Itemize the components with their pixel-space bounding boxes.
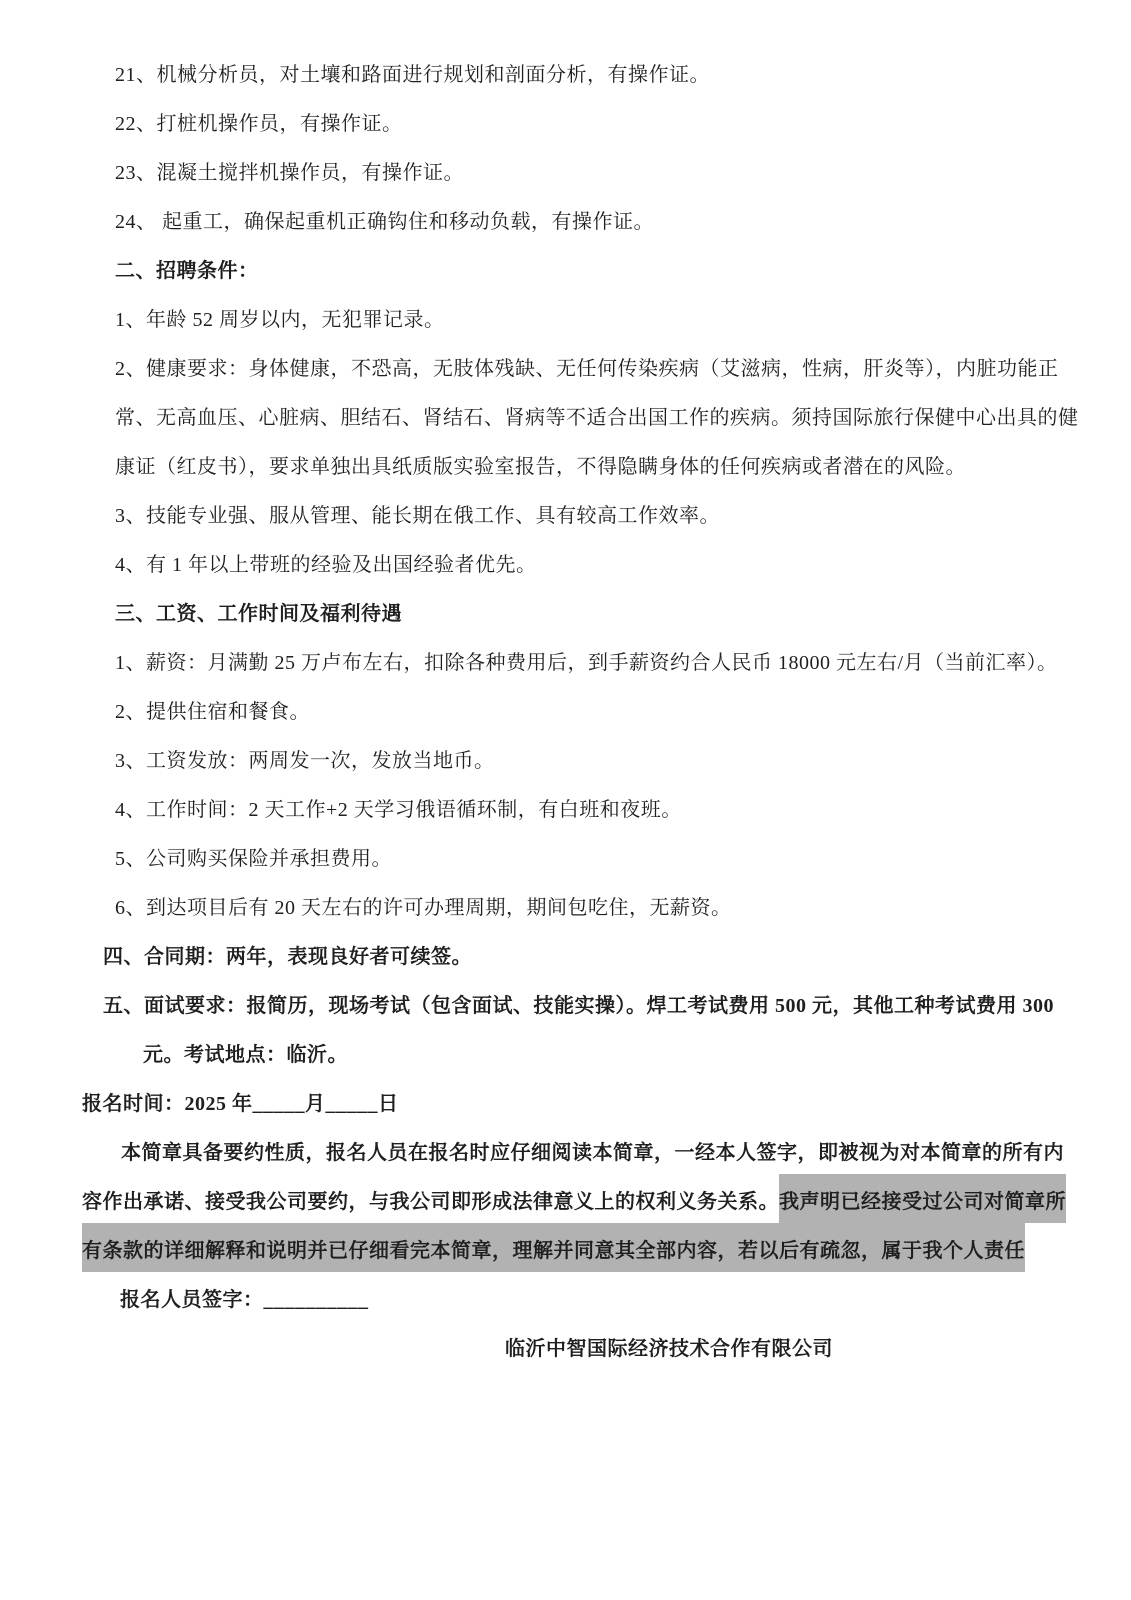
section3-item-3: 3、工资发放：两周发一次，发放当地币。 (115, 750, 495, 772)
section3-item-1: 1、薪资：月满勤 25 万卢布左右，扣除各种费用后，到手薪资约合人民币 18000 元左右/月（当前汇率）。 (115, 652, 1058, 674)
section2-item-1: 1、年龄 52 周岁以内，无犯罪记录。 (115, 309, 445, 331)
job-item-22: 22、打桩机操作员，有操作证。 (115, 113, 403, 135)
section3-title: 三、工资、工作时间及福利待遇 (115, 603, 402, 625)
section4-line: 四、合同期：两年，表现良好者可续签。 (103, 946, 472, 968)
declaration-line1: 本简章具备要约性质，报名人员在报名时应仔细阅读本简章，一经本人签字，即被视为对本简章的所有内 (121, 1142, 1064, 1164)
signature-line: 报名人员签字：__________ (120, 1289, 369, 1311)
section3-item-5: 5、公司购买保险并承担费用。 (115, 848, 392, 870)
signup-time-line: 报名时间：2025 年_____月_____日 (82, 1093, 399, 1115)
section2-title: 二、招聘条件： (115, 260, 259, 282)
declaration-line3 (82, 1227, 1049, 1276)
job-item-24: 24、 起重工，确保起重机正确钩住和移动负载，有操作证。 (115, 211, 654, 233)
section3-item-4: 4、工作时间：2 天工作+2 天学习俄语循环制，有白班和夜班。 (115, 799, 682, 821)
job-item-23: 23、混凝土搅拌机操作员，有操作证。 (115, 162, 464, 184)
section2-item-4: 4、有 1 年以上带班的经验及出国经验者优先。 (115, 554, 537, 576)
declaration-line2 (82, 1178, 1066, 1227)
section5-line1: 五、面试要求：报简历，现场考试（包含面试、技能实操）。焊工考试费用 500 元，其他工种考试费用 300 (103, 995, 1054, 1017)
section2-item-2-line3: 康证（红皮书），要求单独出具纸质版实验室报告，不得隐瞒身体的任何疾病或者潜在的风险。 (115, 456, 966, 478)
section2-item-2-line1: 2、健康要求：身体健康，不恐高，无肢体残缺、无任何传染疾病（艾滋病，性病，肝炎等），内脏功能正 (115, 358, 1059, 380)
section3-item-6: 6、到达项目后有 20 天左右的许可办理周期，期间包吃住，无薪资。 (115, 897, 732, 919)
section2-item-3: 3、技能专业强、服从管理、能长期在俄工作、具有较高工作效率。 (115, 505, 720, 527)
highlighted-text-end: 有条款的详细解释和说明并已仔细看完本简章，理解并同意其全部内容，若以后有疏忽，属于我个人责任 (82, 1223, 1025, 1272)
job-item-21: 21、机械分析员，对土壤和路面进行规划和剖面分析，有操作证。 (115, 64, 710, 86)
highlighted-text-start: 我声明已经接受过公司对简章所 (779, 1174, 1066, 1223)
company-name: 临沂中智国际经济技术合作有限公司 (505, 1338, 833, 1360)
section3-item-2: 2、提供住宿和餐食。 (115, 701, 310, 723)
section5-line2: 元。考试地点：临沂。 (143, 1044, 348, 1066)
declaration-line2-plain: 容作出承诺、接受我公司要约，与我公司即形成法律意义上的权利义务关系。 (82, 1191, 779, 1213)
section2-item-2-line2: 常、无高血压、心脏病、胆结石、肾结石、肾病等不适合出国工作的疾病。须持国际旅行保健中心出具的健 (115, 407, 1079, 429)
